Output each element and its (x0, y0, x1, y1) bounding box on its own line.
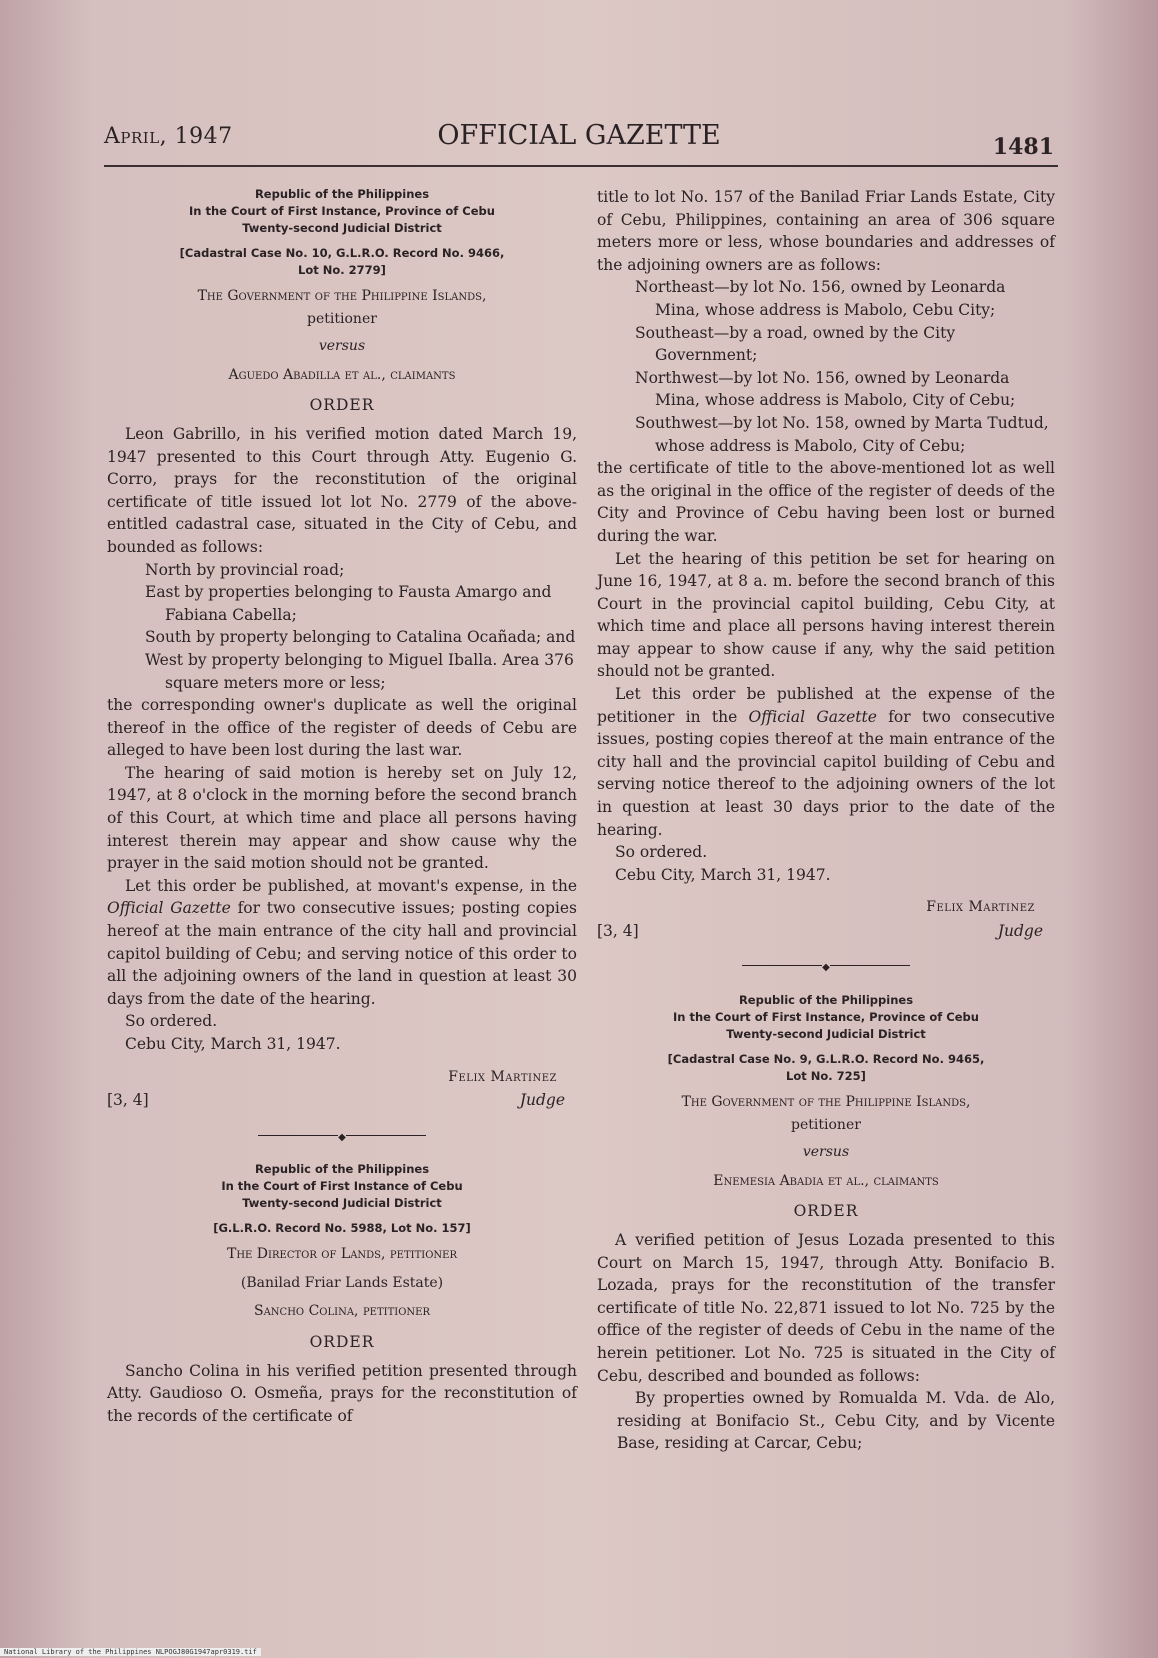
claimants: Aguedo Abadilla et al., claimants (228, 366, 456, 383)
boundary-item: East by properties belonging to Fausta Amargo and Fabiana Cabella; (145, 583, 552, 624)
paragraph: title to lot No. 157 of the Banilad Friar Lands Estate, City of Cebu, Philippines, containing an area of 306 square meters more or less, whose boundaries and addresses of the adjoining owners are as follows: (597, 188, 1055, 274)
text: Let this order be published, at movant's expense, in the (125, 876, 577, 895)
paragraph (597, 683, 1055, 841)
gazette-name: Official Gazette (107, 899, 231, 918)
signature-block (597, 896, 1055, 946)
boundary-item: Northeast—by lot No. 156, owned by Leonarda Mina, whose address is Mabolo, Cebu City; (635, 278, 1006, 319)
header-rule (104, 165, 1058, 167)
petitioner-name: The Government of the Philippine Islands, (197, 288, 487, 304)
signature-block (107, 1066, 577, 1116)
boundary-item: South by property belonging to Catalina Ocañada; and (145, 628, 576, 647)
court-line: In the Court of First Instance, Province of Cebu (189, 204, 495, 218)
court-line: In the Court of First Instance of Cebu (221, 1179, 463, 1194)
lot-number: Lot No. 2779] (298, 263, 386, 277)
judge-title: Judge (997, 921, 1043, 940)
case-number (597, 1051, 1055, 1085)
petitioner: The Director of Lands, petitioner (227, 1246, 457, 1263)
text: for two consecutive issues, posting copies thereof at the main entrance of the city hall and the provincial capitol building of Cebu and serving notice thereof to the adjoining owners of the lot in question at least 30 days prior to the date of the hearing. (597, 707, 1055, 839)
petitioner-role: petitioner (307, 310, 377, 327)
text: for two consecutive issues; posting copies hereof at the main entrance of the city hall and provincial capitol building of Cebu; and serving notice of this order to all the adjoining owners of the land in question at least 30 days from the date of the hearing. (107, 899, 577, 1008)
court-line: Republic of the Philippines (738, 993, 914, 1007)
so-ordered: So ordered. (125, 1012, 218, 1031)
court-line: In the Court of First Instance, Province of Cebu (673, 1010, 979, 1024)
paragraph: The hearing of said motion is hereby set on July 12, 1947, at 8 o'clock in the morning before the second branch of this Court, at which time and place all persons having interest therein may appear and show cause why the prayer in the said motion should not be granted. (107, 763, 577, 873)
boundary-item: Southeast—by a road, owned by the City Government; (635, 323, 956, 365)
case-number (107, 245, 577, 279)
petitioner (107, 285, 577, 330)
court-line: Republic of the Philippines (254, 1162, 430, 1177)
court-line: Twenty-second Judicial District (242, 221, 442, 235)
judge-title: Judge (519, 1091, 565, 1109)
text: Let this order be published at the expense of the petitioner in the (597, 685, 1055, 726)
paragraph: Let the hearing of this petition be set for hearing on June 16, 1947, at 8 a. m. before the second branch of this Court in the provincial capitol building, Cebu City, at which time and place all persons having interest therein may appear to show cause if any, why the said petition should not be granted. (597, 549, 1055, 681)
paragraph: By properties owned by Romualda M. Vda. de Alo, residing at Bonifacio St., Cebu City, and by Vicente Base, residing at Carcar, Cebu; (617, 1389, 1055, 1453)
boundary-item: North by provincial road; (145, 560, 345, 579)
order-date: Cebu City, March 31, 1947. (615, 865, 831, 884)
court-caption (597, 992, 1055, 1043)
petitioner-name: The Government of the Philippine Islands, (681, 1094, 971, 1110)
page-header (104, 118, 1054, 162)
case-number-line: [Cadastral Case No. 9, G.L.R.O. Record No. 9465, (667, 1052, 985, 1066)
issue-ref: [3, 4] (107, 1091, 149, 1109)
gazette-name: Official Gazette (748, 707, 877, 726)
divider: ◆ (107, 1124, 577, 1150)
court-line: Twenty-second Judicial District (242, 1196, 442, 1211)
court-line: Twenty-second Judicial District (726, 1027, 926, 1041)
judge-name: Felix Martinez (926, 899, 1035, 916)
left-column (107, 186, 577, 1427)
claimants: Enemesia Abadia et al., claimants (713, 1172, 939, 1189)
paragraph: Sancho Colina in his verified petition presented through Atty. Gaudioso O. Osmeña, prays for the reconstitution of the records of the certificate of (107, 1361, 577, 1425)
case-number: [G.L.R.O. Record No. 5988, Lot No. 157] (213, 1221, 471, 1236)
issue-ref: [3, 4] (597, 921, 639, 940)
versus: versus (318, 338, 366, 355)
paragraph (107, 875, 577, 1011)
second-petitioner: Sancho Colina, petitioner (253, 1303, 430, 1320)
versus: versus (802, 1144, 850, 1161)
petitioner-role: petitioner (791, 1116, 861, 1133)
boundary-item: Northwest—by lot No. 156, owned by Leonarda Mina, whose address is Mabolo, City of Cebu; (635, 368, 1016, 410)
so-ordered: So ordered. (615, 843, 708, 862)
paragraph: the corresponding owner's duplicate as well the original thereof in the office of the register of deeds of Cebu are alleged to have been lost during the last war. (107, 696, 577, 760)
publication-title: OFFICIAL GAZETTE (437, 120, 721, 151)
page-number: 1481 (992, 134, 1054, 160)
judge-name: Felix Martinez (448, 1068, 557, 1085)
scan-footer: National Library of the Philippines NLPOGJ80G1947apr0319.tif (0, 1648, 261, 1656)
order-heading: ORDER (309, 396, 375, 415)
court-caption (107, 186, 577, 237)
boundary-item: West by property belonging to Miguel Iballa. Area 376 square meters more or less; (145, 650, 574, 692)
estate-name: (Banilad Friar Lands Estate) (240, 1274, 444, 1291)
issue-date: April, 1947 (104, 124, 233, 149)
order-date: Cebu City, March 31, 1947. (125, 1035, 341, 1053)
petitioner (597, 1091, 1055, 1136)
lot-number: Lot No. 725] (786, 1069, 866, 1083)
divider: ◆ (597, 954, 1055, 980)
order-heading: ORDER (309, 1332, 375, 1351)
right-column (597, 186, 1055, 1455)
paragraph: A verified petition of Jesus Lozada presented to this Court on March 15, 1947, through Atty. Bonifacio B. Lozada, prays for the reconstitution of the transfer certificate of title No. 22,871 issued to lot No. 725 by the office of the register of deeds of Cebu in the name of the herein petitioner. Lot No. 725 is situated in the City of Cebu, described and bounded as follows: (597, 1230, 1055, 1385)
paragraph: Leon Gabrillo, in his verified motion dated March 19, 1947 presented to this Court through Atty. Eugenio G. Corro, prays for the reconstitution of the original certificate of title issued lot lot No. 2779 of the above-entitled cadastral case, situated in the City of Cebu, and bounded as follows: (107, 424, 577, 556)
court-caption (107, 1161, 577, 1212)
boundary-item: Southwest—by lot No. 158, owned by Marta Tudtud, whose address is Mabolo, City of Cebu; (635, 413, 1049, 455)
court-line: Republic of the Philippines (254, 187, 430, 201)
case-number-line: [Cadastral Case No. 10, G.L.R.O. Record No. 9466, (179, 246, 505, 260)
order-heading: ORDER (793, 1202, 859, 1221)
paragraph: the certificate of title to the above-mentioned lot as well as the original in the office of the register of deeds of the City and Province of Cebu having been lost or burned during the war. (597, 459, 1055, 545)
